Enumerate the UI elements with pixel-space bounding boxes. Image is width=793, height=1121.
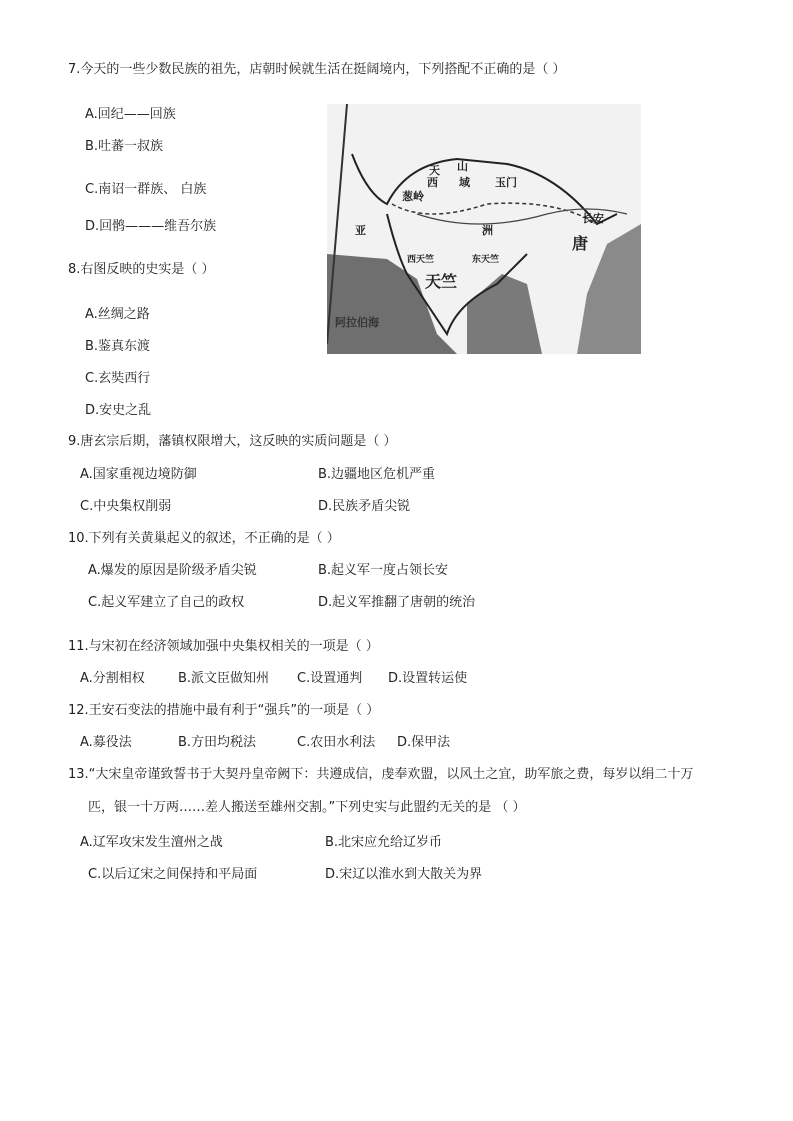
option-a[interactable]: A.丝绸之路 <box>85 307 150 322</box>
option-d[interactable]: D.保甲法 <box>397 735 451 750</box>
option-c[interactable]: C.起义军建立了自己的政权 <box>88 595 245 610</box>
option-c[interactable]: C.南诏一群族、 白族 <box>85 182 207 197</box>
option-d[interactable]: D.安史之乱 <box>85 403 152 418</box>
map-label: 洲 <box>482 224 493 237</box>
option-a[interactable]: A.爆发的原因是阶级矛盾尖锐 <box>88 563 257 578</box>
map-label: 山 <box>457 160 468 173</box>
option-a[interactable]: A.募役法 <box>80 735 132 750</box>
option-c[interactable]: C.设置通判 <box>297 671 363 686</box>
option-d[interactable]: D.起义军推翻了唐朝的统治 <box>318 595 476 610</box>
option-a[interactable]: A.分割相权 <box>80 671 145 686</box>
option-b[interactable]: B.北宋应允给辽岁币 <box>325 835 443 850</box>
option-b[interactable]: B.边疆地区危机严重 <box>318 467 436 482</box>
map-label: 长安 <box>582 212 604 225</box>
option-b[interactable]: B.起义军一度占领长安 <box>318 563 449 578</box>
map-label: 天 <box>429 164 440 177</box>
option-b[interactable]: B.吐蕃一叔族 <box>85 139 164 154</box>
option-c[interactable]: C.以后辽宋之间保持和平局面 <box>88 867 258 882</box>
option-c[interactable]: C.玄奘西行 <box>85 371 151 386</box>
map-label: 玉门 <box>495 176 517 189</box>
question-stem: 9.唐玄宗后期，藩镇权限增大，这反映的实质问题是（ ） <box>68 434 397 449</box>
question-stem: 13.“大宋皇帝谨致誓书于大契丹皇帝阙下：共遵成信，虔奉欢盟，以风土之宜，助军旅之费，每岁以绢二十万 <box>68 767 694 782</box>
question-stem: 11.与宋初在经济领域加强中央集权相关的一项是（ ） <box>68 639 379 654</box>
option-c[interactable]: C.中央集权削弱 <box>80 499 172 514</box>
map-label: 葱岭 <box>402 190 424 203</box>
map-label: 天竺 <box>425 272 458 291</box>
option-a[interactable]: A.回纪——回族 <box>85 107 176 122</box>
option-b[interactable]: B.鉴真东渡 <box>85 339 151 354</box>
question-stem: 12.王安石变法的措施中最有利于“强兵”的一项是（ ） <box>68 703 380 718</box>
map-label: 阿拉伯海 <box>335 316 379 329</box>
option-a[interactable]: A.辽军攻宋发生澶州之战 <box>80 835 223 850</box>
option-d[interactable]: D.回鹘———维吾尔族 <box>85 219 217 234</box>
option-b[interactable]: B.派文臣做知州 <box>178 671 270 686</box>
question-stem: 7.今天的一些少数民族的祖先，店朝时候就生活在挺阔境内，下列搭配不正确的是（ ） <box>68 62 566 77</box>
option-b[interactable]: B.方田均税法 <box>178 735 257 750</box>
option-d[interactable]: D.设置转运使 <box>388 671 468 686</box>
map-label: 域 <box>459 176 470 189</box>
option-d[interactable]: D.宋辽以淮水到大散关为界 <box>325 867 483 882</box>
option-c[interactable]: C.农田水利法 <box>297 735 376 750</box>
map-label: 西 <box>427 176 438 189</box>
map-label: 亚 <box>355 224 366 237</box>
map-label: 唐 <box>572 234 589 253</box>
question-stem-continued: 匹，银一十万两……差人搬送至雄州交割。”下列史实与此盟约无关的是 （ ） <box>88 800 526 815</box>
map-label: 西天竺 <box>407 255 435 265</box>
map-label: 东天竺 <box>472 255 500 265</box>
option-a[interactable]: A.国家重视边境防御 <box>80 467 197 482</box>
option-d[interactable]: D.民族矛盾尖锐 <box>318 499 411 514</box>
tang-map-image <box>327 104 641 354</box>
question-stem: 8.右图反映的史实是（ ） <box>68 262 215 277</box>
question-stem: 10.下列有关黄巢起义的叙述，不正确的是（ ） <box>68 531 340 546</box>
